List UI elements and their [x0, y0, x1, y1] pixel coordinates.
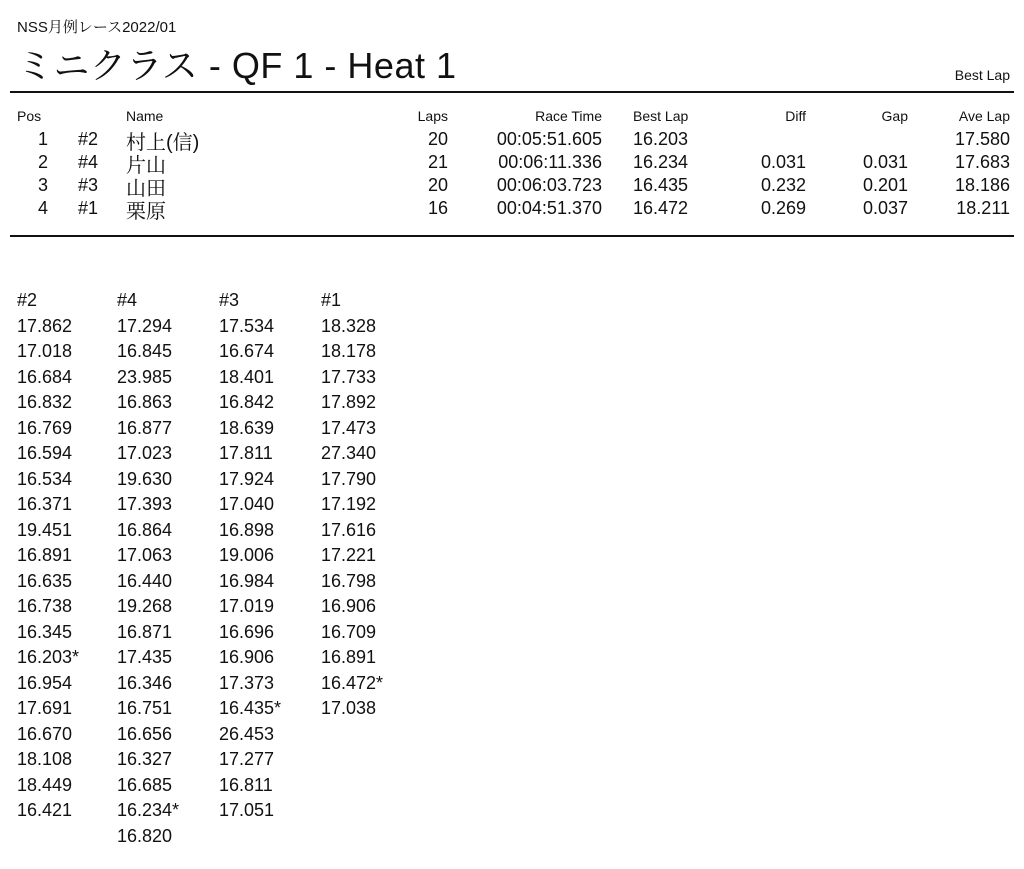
lap-time: 16.327: [117, 749, 173, 769]
lap-time: 16.670: [17, 723, 73, 744]
lap-time: 19.630: [117, 468, 173, 489]
lap-time: 17.019: [219, 596, 275, 616]
lap-time: 17.192: [321, 494, 377, 514]
lap-time: 27.340: [321, 443, 377, 463]
result-driver-name: 山田: [126, 178, 166, 200]
lap-time: 16.594: [17, 443, 73, 463]
lap-time: 16.635: [17, 570, 73, 591]
lap-time: 16.696: [219, 621, 275, 642]
lap-time: 16.684: [17, 366, 73, 387]
result-ave-lap: 18.186: [954, 175, 1010, 195]
result-row: [0, 198, 1024, 221]
col-diff-header: Diff: [785, 108, 806, 124]
result-driver-name: 村上(信): [126, 132, 200, 154]
lap-time: 16.832: [17, 392, 73, 412]
result-pos: 4: [37, 198, 48, 218]
lap-time: 18.401: [219, 366, 275, 387]
lap-time: 16.345: [17, 621, 73, 642]
lap-time: 16.864: [117, 519, 173, 540]
lap-time: 16.234*: [117, 800, 180, 820]
result-best-lap: 16.435: [633, 175, 689, 195]
lap-column-car-number: #2: [17, 290, 38, 310]
results-body: [0, 129, 1024, 221]
lap-time: 16.472*: [321, 672, 384, 693]
lap-time: 17.294: [117, 315, 173, 336]
result-car-number: #1: [78, 198, 99, 218]
result-diff: 0.031: [760, 152, 806, 172]
result-gap: 0.037: [862, 198, 908, 218]
lap-time: 16.769: [17, 417, 73, 438]
lap-time: 17.023: [117, 443, 173, 463]
lap-time: 16.954: [17, 672, 73, 693]
lap-time: 16.421: [17, 800, 73, 820]
lap-time: 16.871: [117, 621, 173, 642]
lap-time: 16.891: [321, 647, 377, 667]
lap-time: 16.898: [219, 519, 275, 540]
lap-time: 16.685: [117, 774, 173, 795]
result-car-number: #4: [78, 152, 99, 172]
lap-time: 17.051: [219, 800, 275, 820]
result-pos: 1: [37, 129, 48, 149]
results-table: [0, 108, 1024, 221]
lap-time: 16.709: [321, 621, 377, 642]
lap-time: 16.346: [117, 672, 173, 693]
lap-time: 17.277: [219, 749, 275, 769]
lap-time: 17.924: [219, 468, 275, 489]
lap-time: 16.656: [117, 723, 173, 744]
lap-time: 18.639: [219, 417, 275, 438]
lap-column: [117, 288, 217, 849]
lap-time: 17.435: [117, 647, 173, 667]
col-laps-header: Laps: [417, 108, 448, 124]
lap-column: [321, 288, 421, 722]
best-lap-label: Best Lap: [954, 67, 1010, 83]
lap-time: 16.738: [17, 596, 73, 616]
lap-column-car-number: #1: [321, 290, 342, 310]
lap-time: 17.616: [321, 519, 377, 540]
result-pos: 2: [37, 152, 48, 172]
lap-time: 16.811: [219, 774, 273, 795]
result-gap: 0.201: [862, 175, 908, 195]
lap-time: 18.328: [321, 315, 377, 336]
result-race-time: 00:04:51.370: [496, 198, 602, 218]
result-gap: 0.031: [862, 152, 908, 172]
lap-time: 16.798: [321, 570, 377, 591]
result-diff: 0.269: [760, 198, 806, 218]
lap-time: 17.393: [117, 494, 173, 514]
lap-column-car-number: #3: [219, 290, 240, 310]
event-name: NSS月例レース2022/01: [17, 19, 177, 36]
lap-time: 17.040: [219, 494, 275, 514]
lap-time: 18.108: [17, 749, 73, 769]
lap-time: 17.373: [219, 672, 275, 693]
lap-time: 17.733: [321, 366, 377, 387]
lap-time: 17.473: [321, 417, 377, 438]
col-best-lap-header: Best Lap: [633, 108, 689, 124]
lap-time: 16.820: [117, 825, 173, 846]
result-car-number: #3: [78, 175, 99, 195]
lap-time: 16.891: [17, 545, 73, 565]
lap-time: 17.790: [321, 468, 377, 489]
race-title: ミニクラス - QF 1 - Heat 1: [17, 45, 457, 86]
result-best-lap: 16.203: [633, 129, 689, 149]
table-bottom-rule: [10, 235, 1014, 237]
result-best-lap: 16.472: [633, 198, 689, 218]
col-name-header: Name: [126, 108, 164, 124]
lap-time: 18.449: [17, 774, 73, 795]
lap-time: 16.674: [219, 341, 275, 361]
lap-time: 17.221: [321, 545, 377, 565]
lap-time: 26.453: [219, 723, 275, 744]
lap-time: 16.842: [219, 392, 275, 412]
result-race-time: 00:06:11.336: [498, 152, 602, 172]
result-best-lap: 16.234: [633, 152, 689, 172]
result-pos: 3: [37, 175, 48, 195]
lap-column: [219, 288, 319, 824]
result-race-time: 00:05:51.605: [496, 129, 602, 149]
lap-time: 16.845: [117, 341, 173, 361]
result-race-time: 00:06:03.723: [496, 175, 602, 195]
lap-time: 17.862: [17, 315, 73, 336]
lap-time: 18.178: [321, 341, 377, 361]
lap-column: [17, 288, 117, 824]
result-diff: 0.232: [760, 175, 806, 195]
lap-time: 16.203*: [17, 647, 80, 667]
lap-time: 17.018: [17, 341, 73, 361]
result-laps: 20: [427, 175, 448, 195]
lap-time: 19.451: [17, 519, 73, 540]
lap-time: 17.811: [219, 443, 273, 463]
col-pos-header: Pos: [17, 108, 42, 124]
result-driver-name: 栗原: [126, 201, 166, 223]
lap-time: 16.751: [117, 698, 173, 718]
result-ave-lap: 17.683: [954, 152, 1010, 172]
lap-time: 16.534: [17, 468, 73, 489]
lap-time: 16.984: [219, 570, 275, 591]
lap-time: 17.063: [117, 545, 173, 565]
lap-time: 17.691: [17, 698, 73, 718]
lap-time: 16.863: [117, 392, 173, 412]
result-laps: 20: [427, 129, 448, 149]
result-driver-name: 片山: [126, 155, 166, 177]
lap-time: 16.877: [117, 417, 173, 438]
lap-time: 17.534: [219, 315, 275, 336]
lap-time: 17.892: [321, 392, 377, 412]
col-race-time-header: Race Time: [535, 108, 602, 124]
result-ave-lap: 17.580: [954, 129, 1010, 149]
result-laps: 21: [427, 152, 448, 172]
result-car-number: #2: [78, 129, 99, 149]
col-ave-lap-header: Ave Lap: [958, 108, 1010, 124]
lap-time: 17.038: [321, 698, 377, 718]
lap-time: 19.268: [117, 596, 173, 616]
result-laps: 16: [427, 198, 448, 218]
lap-time: 16.440: [117, 570, 173, 591]
lap-time: 16.435*: [219, 698, 282, 718]
lap-time: 19.006: [219, 545, 275, 565]
lap-time: 23.985: [117, 366, 173, 387]
lap-time: 16.371: [17, 494, 73, 514]
table-top-rule: [10, 91, 1014, 93]
result-ave-lap: 18.211: [956, 198, 1010, 218]
lap-time: 16.906: [321, 596, 377, 616]
lap-time: 16.906: [219, 647, 275, 667]
col-gap-header: Gap: [881, 108, 908, 124]
lap-column-car-number: #4: [117, 290, 138, 310]
